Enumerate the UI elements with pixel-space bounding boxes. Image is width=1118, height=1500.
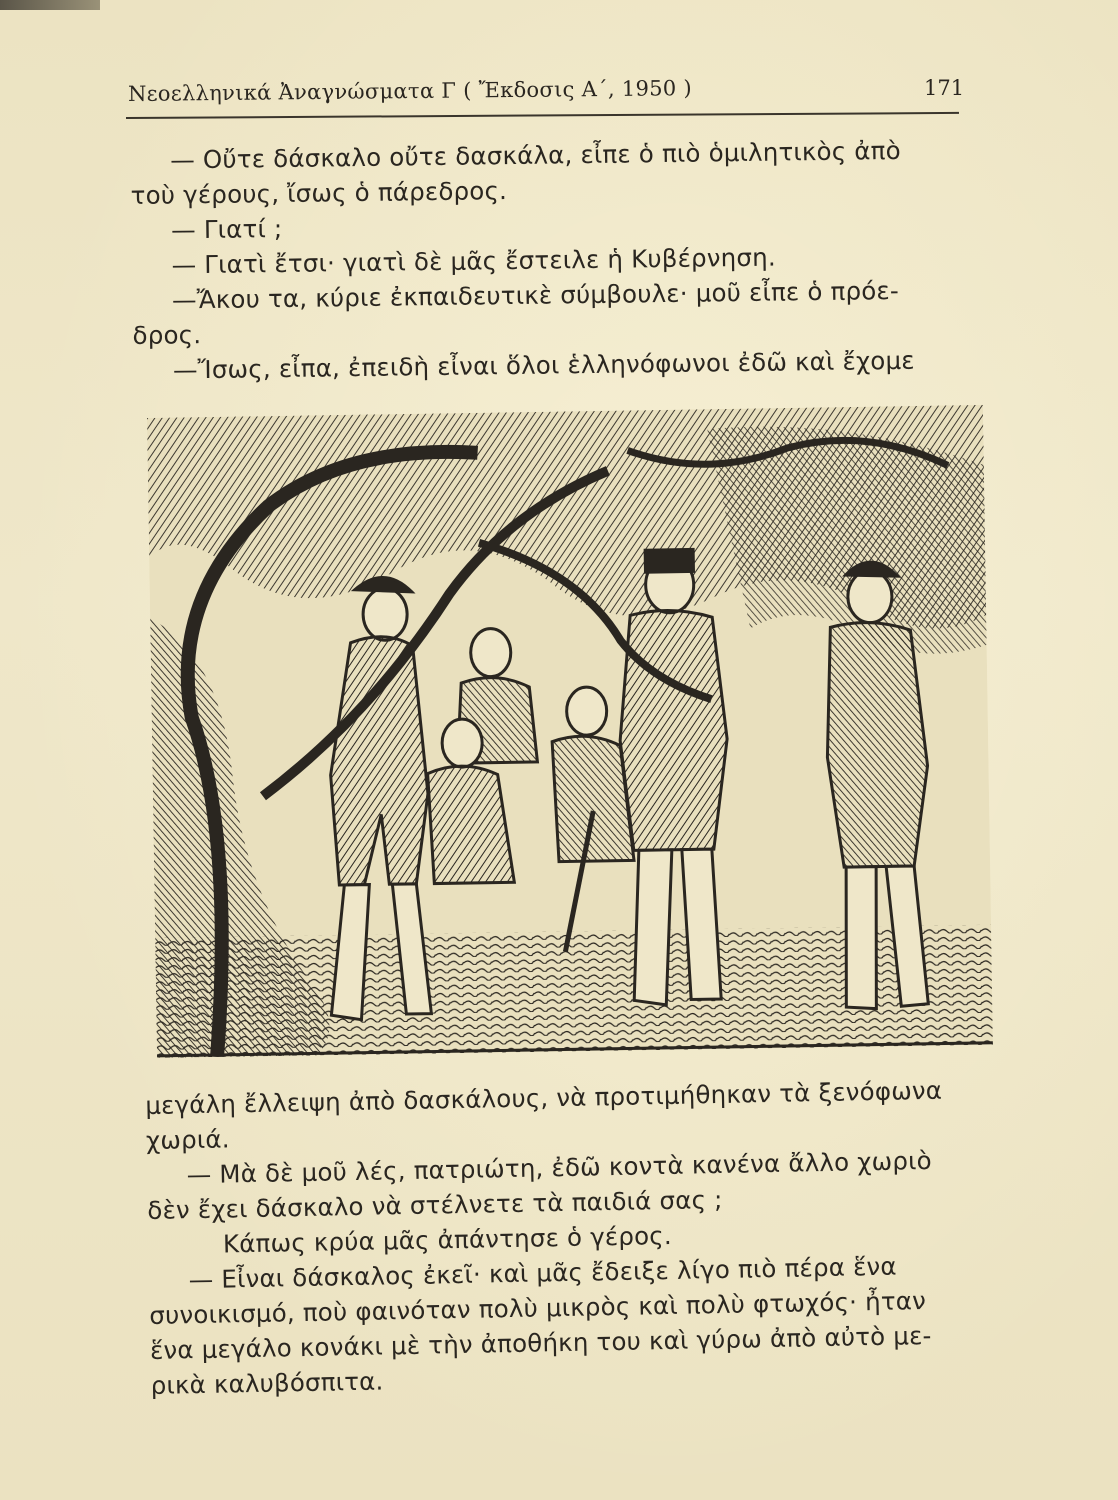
paragraph-line: δὲν ἔχει δάσκαλο νὰ στέλνετε τὰ παιδιά σας ;	[147, 1184, 723, 1225]
paragraph-line: χωριά.	[145, 1124, 230, 1155]
woodcut-illustration-icon	[147, 405, 993, 1058]
paragraph-line: ρικὰ καλυβόσπιτα.	[150, 1366, 384, 1400]
running-head: Νεοελληνικά Ἀναγνώσματα Γ ( Ἔκδοσις Α΄, 1950 )	[127, 76, 693, 106]
paragraph-line: δρος.	[132, 320, 202, 350]
upper-text-block	[130, 133, 915, 388]
paragraph-line: ἕνα μεγάλο κονάκι μὲ τὴν ἀποθήκη του καὶ γύρω ἀπὸ αὐτὸ με-	[149, 1320, 932, 1365]
lower-text-block	[145, 1073, 948, 1403]
paragraph-line: — Εἶναι δάσκαλος ἐκεῖ· καὶ μᾶς ἔδειξε λίγο πιὸ πέρα ἕνα	[188, 1251, 897, 1295]
paragraph-line: — Γιατὶ ἔτσι· γιατὶ δὲ μᾶς ἔστειλε ἡ Κυβέρνηση.	[171, 242, 777, 280]
paragraph-line: τοὺ γέρους, ἴσως ὁ πάρεδρος.	[130, 176, 508, 210]
page-edge	[0, 0, 100, 10]
paragraph-line: μεγάλη ἔλλειψη ἀπὸ δασκάλους, νὰ προτιμήθηκαν τὰ ξενόφωνα	[145, 1075, 943, 1120]
paragraph-line: — Οὔτε δάσκαλο οὔτε δασκάλα, εἶπε ὁ πιὸ ὁμιλητικὸς ἀπὸ	[170, 135, 901, 175]
paragraph-line: Κάπως κρύα μᾶς ἀπάντησε ὁ γέρος.	[222, 1220, 673, 1259]
page-number: 171	[924, 76, 965, 100]
paragraph-line: — Μὰ δὲ μοῦ λές, πατριώτη, ἐδῶ κοντὰ κανένα ἄλλο χωριὸ	[186, 1145, 933, 1190]
paragraph-line: —Ἄκου τα, κύριε ἐκπαιδευτικὲ σύμβουλε· μοῦ εἶπε ὁ πρόε-	[171, 275, 900, 315]
header-rule	[126, 112, 959, 119]
paragraph-line: —Ἴσως, εἶπα, ἐπειδὴ εἶναι ὅλοι ἑλληνόφωνοι ἐδῶ καὶ ἔχομε	[172, 345, 915, 385]
paragraph-line: συνοικισμό, ποὺ φαινόταν πολὺ μικρὸς καὶ πολὺ φτωχός· ἦταν	[149, 1286, 927, 1330]
paragraph-line: — Γιατί ;	[170, 214, 283, 245]
